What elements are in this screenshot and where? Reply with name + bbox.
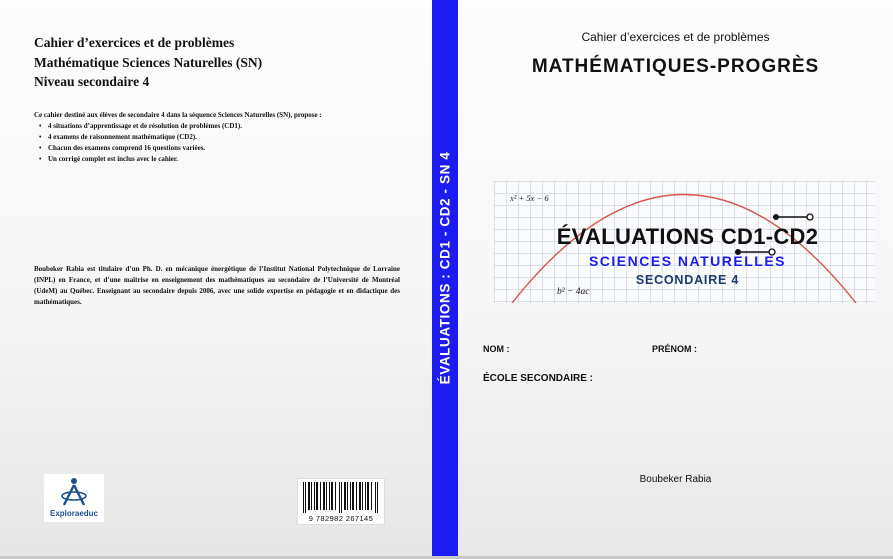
bullet-item: • 4 situations d’apprentissage et de résolution de problèmes (CD1). <box>48 121 406 132</box>
barcode-bars-icon <box>298 479 384 513</box>
evaluations-heading: ÉVALUATIONS CD1-CD2 <box>556 224 819 249</box>
formula-quadratic: x² + 5x − 6 <box>510 193 549 203</box>
logo-text: Exploraeduc <box>49 509 98 518</box>
ecole-field-label: ÉCOLE SECONDAIRE : <box>483 373 594 384</box>
cover-graph-panel <box>494 181 875 303</box>
back-cover-description <box>34 110 406 165</box>
sciences-naturelles-heading: SCIENCES NATURELLES <box>588 253 787 269</box>
nom-field-label: NOM : <box>483 344 510 354</box>
barcode-number: 9 782982 267145 <box>308 514 374 523</box>
formula-discriminant: b² − 4ac <box>557 287 590 297</box>
bullet-item: • Chacun des examens comprend 16 questions variées. <box>48 143 406 154</box>
secondaire-heading: SECONDAIRE 4 <box>635 273 740 287</box>
back-bullet-list <box>34 121 406 165</box>
back-title-line-1: Cahier d’exercices et de problèmes <box>34 35 235 50</box>
back-title-line-3: Niveau secondaire 4 <box>34 74 150 89</box>
back-title-line-2: Mathématique Sciences Naturelles (SN) <box>34 54 263 70</box>
bullet-item: • 4 examens de raisonnement mathématique (CD2). <box>48 132 406 143</box>
front-subtitle: Cahier d’exercices et de problèmes <box>581 30 770 44</box>
front-title: MATHÉMATIQUES-PROGRÈS <box>531 56 820 77</box>
spine-title: ÉVALUATIONS : CD1 - CD2 - SN 4 <box>437 151 453 385</box>
prenom-field-label: PRÉNOM : <box>652 344 697 354</box>
author-bio: Boubeker Rabia est titulaire d’un Ph. D. en mécanique énergétique de l’Institut National Polytechnique de Lorraine (INPL) en France, et d’une maîtrise en enseignement des mathématiques au secondaire de l’Université de Montréal (UdeM) au Québec. Enseignant au secondaire depuis 2006, avec une solide expertise en pédagogie et en didactique des mathématiques. <box>34 265 400 306</box>
barcode <box>297 478 385 525</box>
back-cover-title <box>34 33 262 92</box>
exploraeduc-logo-icon <box>61 477 87 507</box>
publisher-logo <box>44 474 104 522</box>
back-intro-text: Ce cahier destiné aux élèves de secondaire 4 dans la séquence Sciences Naturelles (SN), propose : <box>34 111 322 119</box>
front-author: Boubeker Rabia <box>639 474 712 485</box>
bullet-item: • Un corrigé complet est inclus avec le cahier. <box>48 154 406 165</box>
